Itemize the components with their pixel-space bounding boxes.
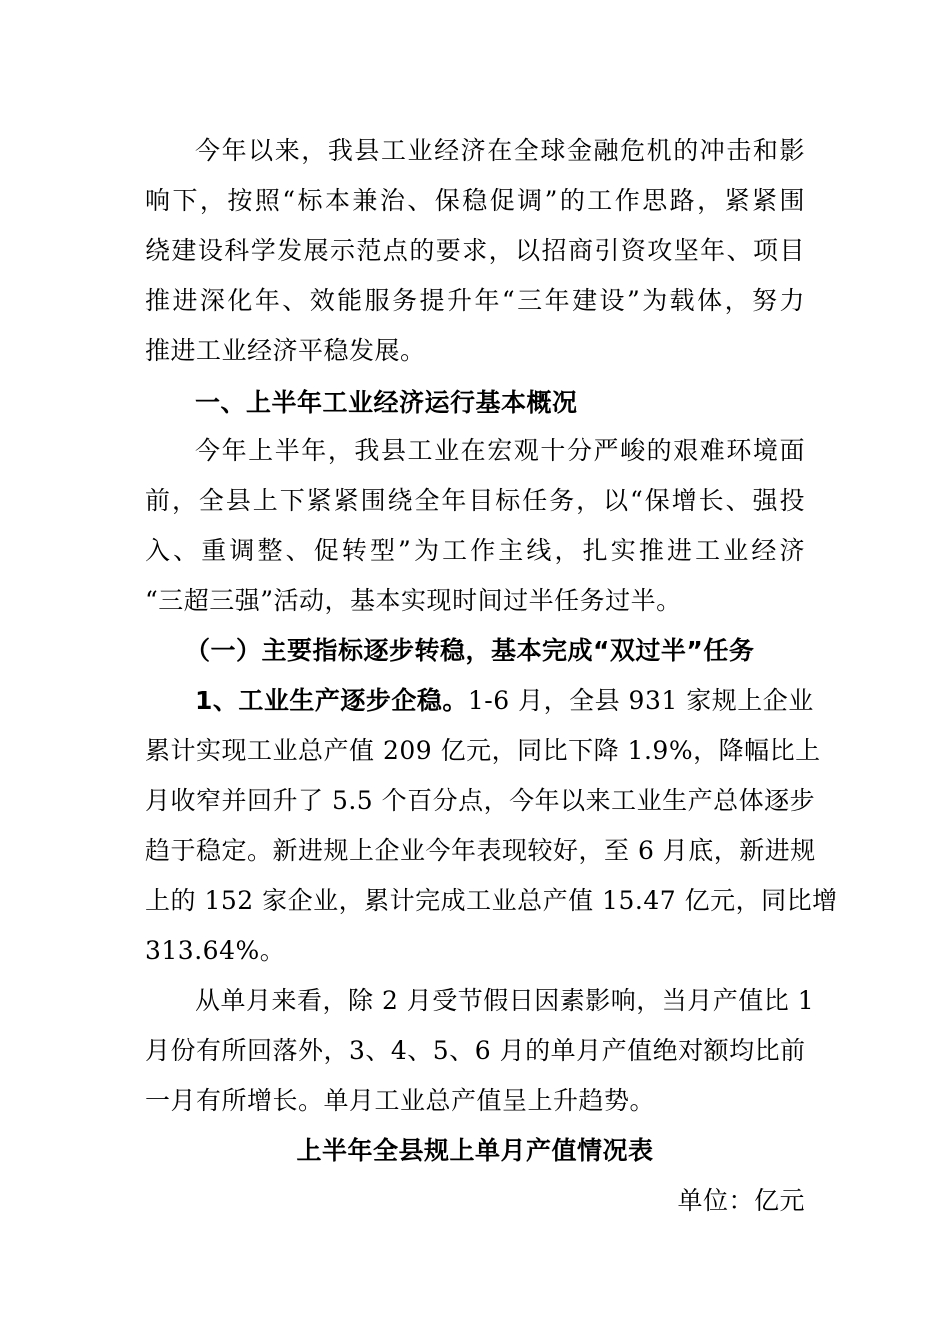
- item-1-lead: 1、工业生产逐步企稳。: [195, 686, 468, 715]
- monthly-line-3: 一月有所增长。单月工业总产值呈上升趋势。: [145, 1086, 656, 1115]
- item-1-line-2: 累计实现工业总产值 209 亿元，同比下降 1.9%，降幅比上: [145, 736, 821, 765]
- section-1-heading: 一、上半年工业经济运行基本概况: [195, 388, 578, 417]
- item-1-line-4: 趋于稳定。新进规上企业今年表现较好，至 6 月底，新进规: [145, 836, 816, 865]
- intro-line-4: 推进深化年、效能服务提升年“三年建设”为载体，努力: [145, 286, 805, 315]
- item-1-line-3: 月收窄并回升了 5.5 个百分点，今年以来工业生产总体逐步: [145, 786, 816, 815]
- intro-line-3: 绕建设科学发展示范点的要求，以招商引资攻坚年、项目: [145, 236, 805, 265]
- table-title: 上半年全县规上单月产值情况表: [296, 1136, 654, 1165]
- item-1-line-6: 313.64%。: [145, 936, 286, 965]
- table-unit: 单位：亿元: [677, 1186, 805, 1215]
- intro-line-2: 响下，按照“标本兼治、保稳促调”的工作思路，紧紧围: [145, 186, 805, 215]
- item-1-first-rest: 1-6 月，全县 931 家规上企业: [467, 686, 814, 715]
- item-1-line-5: 上的 152 家企业，累计完成工业总产值 15.47 亿元，同比增: [145, 886, 838, 915]
- section-1-line-2: 前，全县上下紧紧围绕全年目标任务，以“保增长、强投: [145, 486, 805, 515]
- item-1-line-1: [145, 686, 814, 716]
- subsection-1-heading: （一）主要指标逐步转稳，基本完成“双过半”任务: [185, 636, 755, 665]
- monthly-line-2: 月份有所回落外，3、4、5、6 月的单月产值绝对额均比前: [145, 1036, 806, 1065]
- intro-line-1: 今年以来，我县工业经济在全球金融危机的冲击和影: [195, 136, 805, 165]
- monthly-line-1: 从单月来看，除 2 月受节假日因素影响，当月产值比 1: [195, 986, 815, 1015]
- intro-line-5: 推进工业经济平稳发展。: [145, 336, 426, 365]
- section-1-line-3: 入、重调整、促转型”为工作主线，扎实推进工业经济: [145, 536, 805, 565]
- section-1-line-4: “三超三强”活动，基本实现时间过半任务过半。: [145, 586, 682, 615]
- section-1-line-1: 今年上半年，我县工业在宏观十分严峻的艰难环境面: [195, 436, 805, 465]
